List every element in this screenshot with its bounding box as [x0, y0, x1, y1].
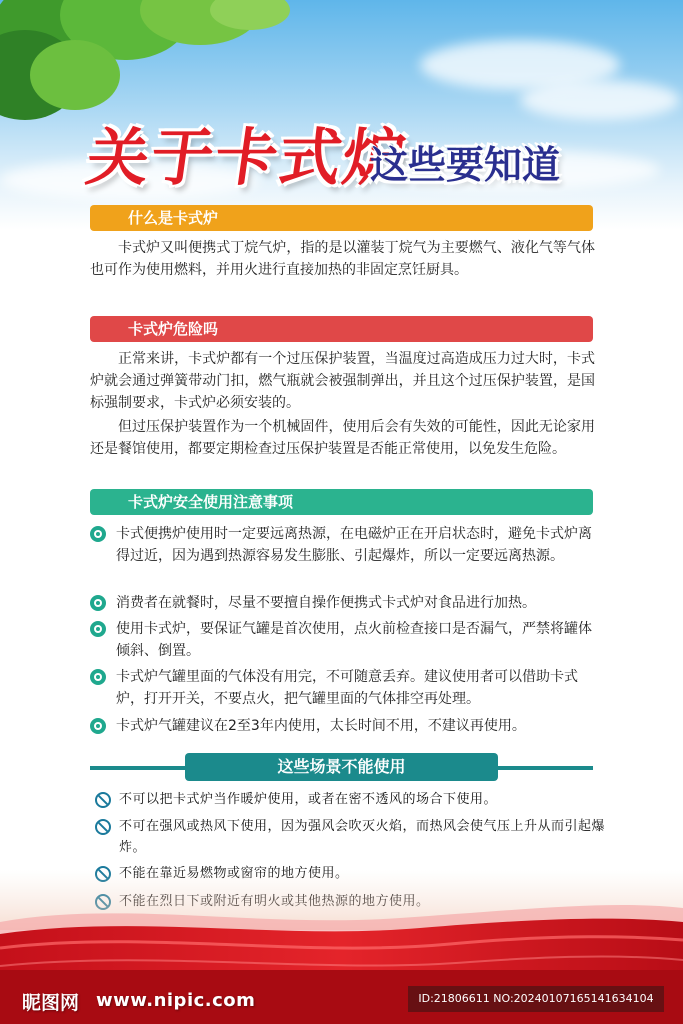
safety-item-text: 消费者在就餐时，尽量不要擅自操作便携式卡式炉对食品进行加热。: [116, 595, 536, 611]
bullet-dot-icon: [90, 595, 106, 611]
safety-item: [90, 523, 600, 567]
title-part2: 这些要知道: [370, 143, 561, 187]
safety-item: [90, 666, 600, 710]
site-logo: 昵图网: [22, 992, 80, 1014]
safety-item-text: 卡式炉气罐里面的气体没有用完，不可随意丢弃。建议使用者可以借助卡式炉，打开开关，不要点火，把气罐里面的气体排空再处理。: [116, 669, 578, 707]
footer-watermark: [0, 978, 683, 1018]
safety-item: [90, 618, 600, 662]
bullet-dot-icon: [90, 669, 106, 685]
safety-item-text: 使用卡式炉，要保证气罐是首次使用，点火前检查接口是否漏气，严禁将罐体倾斜、倒置。: [116, 621, 592, 659]
safety-item-text: 卡式便携炉使用时一定要远离热源，在电磁炉正在开启状态时，避免卡式炉离得过近，因为遇到热源容易发生膨胀、引起爆炸，所以一定要远离热源。: [116, 526, 592, 564]
section-heading-what: 什么是卡式炉: [90, 205, 593, 231]
scene-item-text: 不可以把卡式炉当作暖炉使用，或者在密不透风的场合下使用。: [119, 792, 498, 807]
section-heading-scenes: 这些场景不能使用: [185, 753, 498, 781]
section-heading-safety: 卡式炉安全使用注意事项: [90, 489, 593, 515]
scene-item: [95, 789, 605, 810]
section-text-danger-2: 但过压保护装置作为一个机械固件，使用后会有失效的可能性，因此无论家用还是餐馆使用，都要定期检查过压保护装置是否能正常使用，以免发生危险。: [90, 419, 595, 457]
site-url: www.nipic.com: [96, 990, 256, 1011]
bullet-dot-icon: [90, 621, 106, 637]
scene-item-text: 不可在强风或热风下使用，因为强风会吹灭火焰，而热风会使气压上升从而引起爆炸。: [119, 819, 606, 855]
title-part1: 关于卡式炉: [82, 121, 413, 194]
image-id-label: ID:21806611 NO:20240107165141634104: [408, 986, 664, 1012]
bullet-dot-icon: [90, 718, 106, 734]
safety-item-text: 卡式炉气罐建议在2至3年内使用，太长时间不用，不建议再使用。: [116, 718, 526, 734]
tree-foliage-image: [0, 0, 310, 120]
section-text-danger-1: 正常来讲，卡式炉都有一个过压保护装置，当温度过高造成压力过大时，卡式炉就会通过弹簧带动门扣，燃气瓶就会被强制弹出，并且这个过压保护装置，是国标强制要求，卡式炉必须安装的。: [90, 351, 595, 411]
poster-title: [82, 108, 608, 198]
scene-item: [95, 816, 605, 858]
bullet-dot-icon: [90, 526, 106, 542]
safety-item: [90, 715, 600, 737]
section-heading-danger: 卡式炉危险吗: [90, 316, 593, 342]
safety-item: [90, 592, 600, 614]
prohibited-icon: [95, 819, 111, 835]
section-text-what: 卡式炉又叫便携式丁烷气炉，指的是以灌装丁烷气为主要燃气、液化气等气体也可作为使用燃料，并用火进行直接加热的非固定烹饪厨具。: [90, 240, 595, 278]
prohibited-icon: [95, 792, 111, 808]
